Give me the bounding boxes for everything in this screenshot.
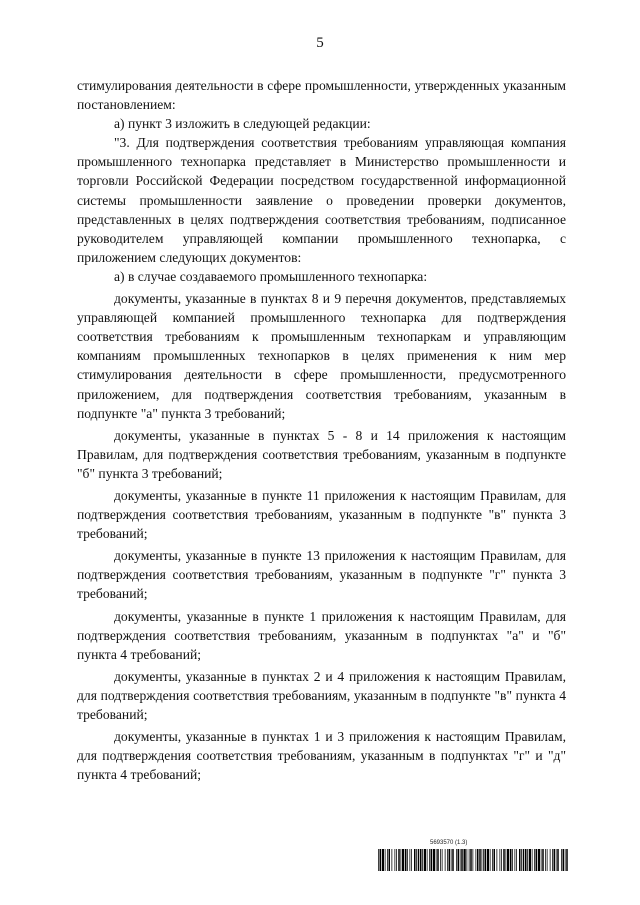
paragraph: документы, указанные в пунктах 1 и 3 приложения к настоящим Правилам, для подтверждения соответствия требованиям, указанным в подпунктах "г" и "д" пункта 4 требований; bbox=[77, 729, 566, 783]
paragraph: документы, указанные в пункте 1 приложения к настоящим Правилам, для подтверждения соответствия требованиям, указанным в подпунктах "а" и "б" пункта 4 требований; bbox=[77, 608, 566, 662]
paragraph: документы, указанные в пунктах 2 и 4 приложения к настоящим Правилам, для подтверждения соответствия требованиям, указанным в подпункте "в" пункта 4 требований; bbox=[77, 668, 566, 722]
paragraph: а) в случае создаваемого промышленного технопарка: bbox=[114, 268, 428, 284]
barcode-caption: 5693570 (1.3) bbox=[430, 840, 468, 846]
paragraph: документы, указанные в пунктах 8 и 9 перечня документов, представляемых управляющей компанией промышленного технопарка для подтверждения соответствия требованиям к промышленным технопаркам и управляющим компаниям промышленных технопарков в целях применения к ним мер стимулирования деятельности в сфере промышленности, предусмотренного приложением, для подтверждения соответствия требованиям, указанным в подпункте "а" пункта 3 требований; bbox=[77, 291, 566, 421]
paragraph: документы, указанные в пункте 11 приложения к настоящим Правилам, для подтверждения соответствия требованиям, указанным в подпункте "в" пункта 3 требований; bbox=[77, 487, 566, 542]
barcode bbox=[378, 849, 568, 871]
page-number: 5 bbox=[316, 35, 324, 51]
paragraph: а) пункт 3 изложить в следующей редакции: bbox=[114, 116, 371, 132]
paragraph: "3. Для подтверждения соответствия требованиям управляющая компания промышленного технопарка представляет в Министерство промышленности и торговли Российской Федерации посредством государственной информационной системы промышленности заявление о проведении проверки документов, представленных в целях подтверждения соответствия требованиям, подписанное руководителем управляющей компании промышленного технопарка, с приложением следующих документов: bbox=[77, 135, 566, 265]
paragraph: документы, указанные в пунктах 5 - 8 и 14 приложения к настоящим Правилам, для подтверждения соответствия требованиям, указанным в подпункте "б" пункта 3 требований; bbox=[77, 427, 566, 481]
paragraph: документы, указанные в пункте 13 приложения к настоящим Правилам, для подтверждения соответствия требованиям, указанным в подпункте "г" пункта 3 требований; bbox=[77, 548, 566, 602]
paragraph: стимулирования деятельности в сфере промышленности, утвержденных указанным постановлением: bbox=[77, 78, 566, 113]
document-body bbox=[77, 76, 566, 784]
